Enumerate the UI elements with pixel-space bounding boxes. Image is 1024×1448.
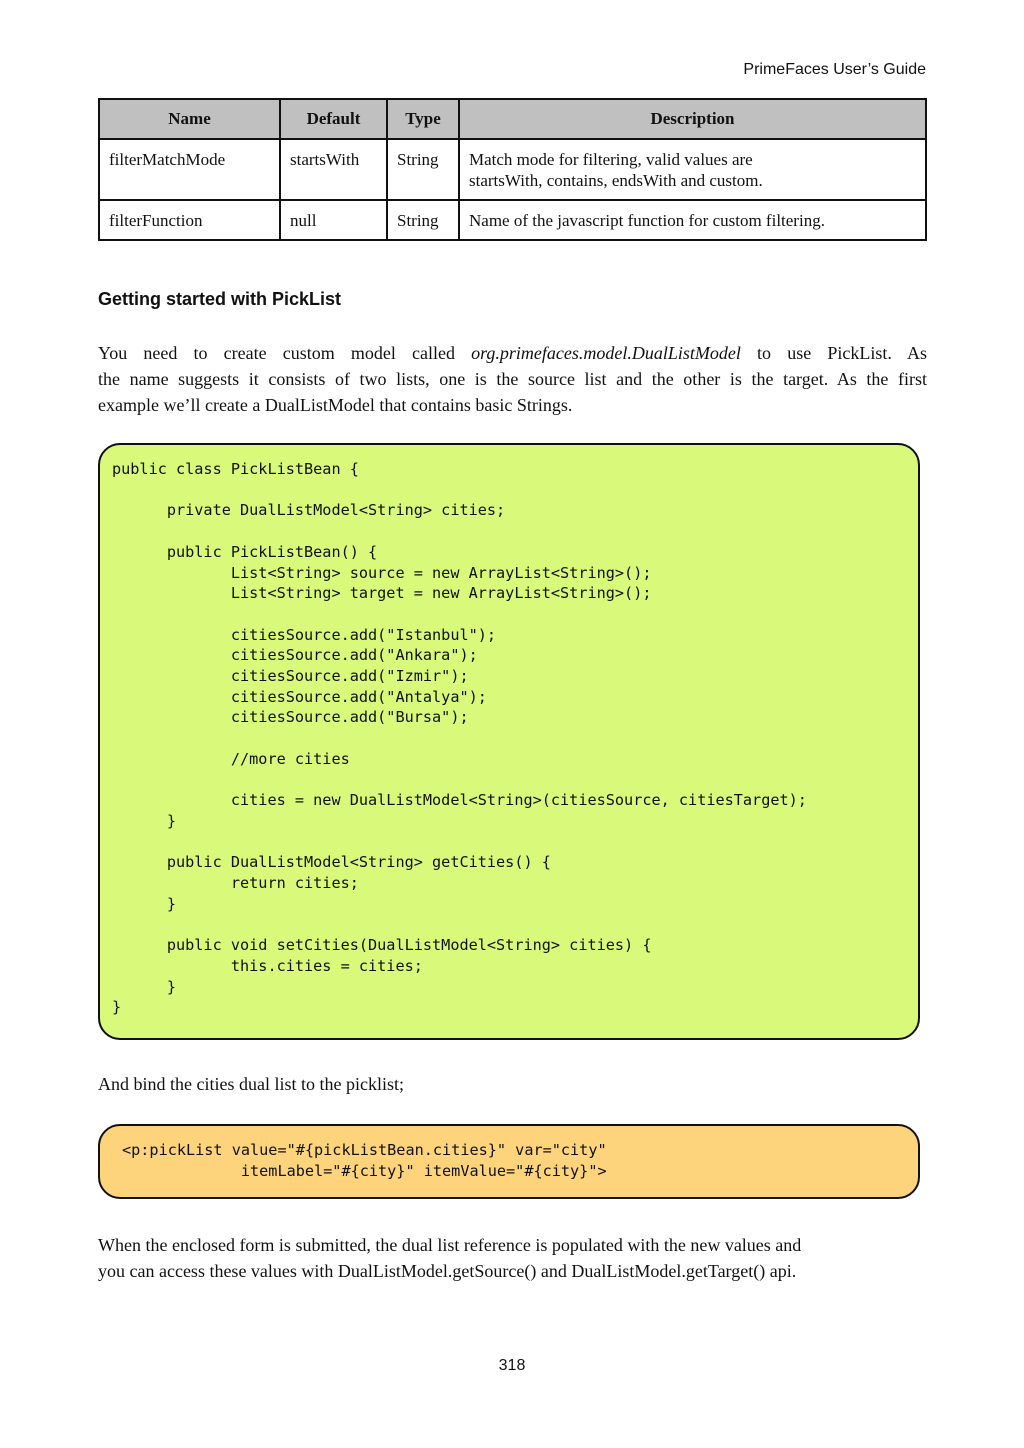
table-row bbox=[99, 200, 926, 240]
description-line: Name of the javascript function for custom filtering. bbox=[469, 211, 825, 230]
xml-code: <p:pickList value="#{pickListBean.cities}" var="city" itemLabel="#{city}" itemValue="#{city}"> bbox=[122, 1141, 607, 1180]
cell-description bbox=[459, 139, 926, 200]
description-line: startsWith, contains, endsWith and custom. bbox=[469, 171, 763, 190]
intro-line: the name suggests it consists of two lists, one is the source list and the other is the target. As the first bbox=[98, 369, 927, 389]
bind-paragraph: And bind the cities dual list to the picklist; bbox=[98, 1074, 404, 1094]
intro-text: You need to create custom model called bbox=[98, 343, 472, 363]
cell-type: String bbox=[387, 200, 459, 240]
running-header: PrimeFaces User’s Guide bbox=[743, 61, 926, 78]
cell-type: String bbox=[387, 139, 459, 200]
closing-line: you can access these values with DualListModel.getSource() and DualListModel.getTarget() api. bbox=[98, 1261, 797, 1281]
section-title: Getting started with PickList bbox=[98, 289, 342, 309]
column-header-description: Description bbox=[459, 99, 926, 139]
java-code-block bbox=[98, 443, 920, 1040]
column-header-type: Type bbox=[387, 99, 459, 139]
description-line: Match mode for filtering, valid values are bbox=[469, 150, 753, 169]
cell-name: filterFunction bbox=[99, 200, 280, 240]
column-header-name: Name bbox=[99, 99, 280, 139]
attributes-table bbox=[98, 98, 927, 241]
table-header-row bbox=[99, 99, 926, 139]
intro-line bbox=[98, 340, 927, 366]
column-header-default: Default bbox=[280, 99, 387, 139]
closing-line: When the enclosed form is submitted, the dual list reference is populated with the new values and bbox=[98, 1235, 802, 1255]
intro-line: example we’ll create a DualListModel that contains basic Strings. bbox=[98, 395, 573, 415]
cell-default: startsWith bbox=[280, 139, 387, 200]
java-code: public class PickListBean { private DualListModel<String> cities; public PickListBean() { List<String> source = new ArrayList<String>(); List<String> target = new ArrayList<String>(); citiesSource.add("Istanbul"); citiesSource.add("Ankara"); citiesSource.add("Izmir"); citiesSource.add("Antalya"); citiesSource.add("Bursa"); //more cities cities = new DualListModel<String>(citiesSource, citiesTarget); } public DualListModel<String> getCities() { return cities; } public void setCities(DualListModel<String> cities) { this.cities = cities; } } bbox=[112, 460, 807, 1017]
intro-text: to use PickList. As bbox=[740, 343, 927, 363]
cell-default: null bbox=[280, 200, 387, 240]
cell-name: filterMatchMode bbox=[99, 139, 280, 200]
closing-paragraph bbox=[98, 1232, 927, 1284]
page-number: 318 bbox=[498, 1357, 526, 1374]
cell-description bbox=[459, 200, 926, 240]
class-name-italic: org.primefaces.model.DualListModel bbox=[471, 343, 741, 363]
xml-code-block bbox=[98, 1124, 920, 1199]
table-row bbox=[99, 139, 926, 200]
intro-paragraph bbox=[98, 340, 927, 418]
